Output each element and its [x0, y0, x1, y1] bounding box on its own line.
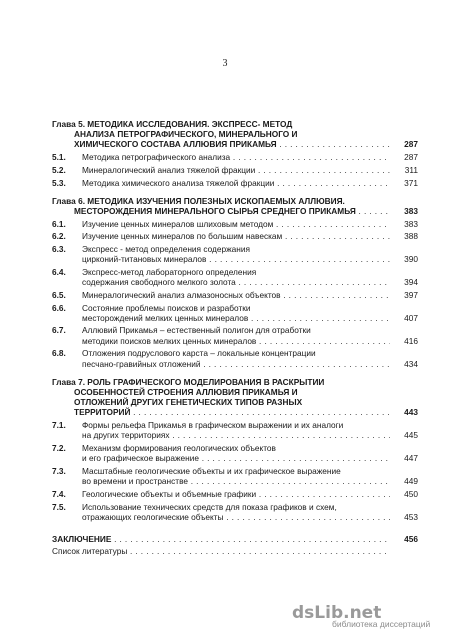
toc-entry-title-line: методики поисков мелких ценных минералов . . . — [82, 336, 390, 346]
toc-entry-page: 447 — [404, 453, 418, 464]
toc-entry-number: 7.2. — [52, 442, 66, 453]
toc-entry-title-line: Глава 7. РОЛЬ ГРАФИЧЕСКОГО МОДЕЛИРОВАНИЯ В РАСКРЫТИИ — [52, 376, 325, 387]
toc-entry-title-line: Использование технических средств для показа графиков и схем, — [82, 501, 337, 512]
toc-entry-title-line: цирконий-титановых минералов . . . — [82, 254, 390, 264]
toc-entry-page: 287 — [404, 139, 418, 150]
toc-entry-title-line: Формы рельефа Прикамья в графическом выражении и их аналоги — [82, 420, 344, 431]
toc-entry-title-line: Глава 5. МЕТОДИКА ИССЛЕДОВАНИЯ. ЭКСПРЕСС- МЕТОД — [52, 119, 293, 129]
toc-entry-number: 6.2. — [52, 231, 66, 242]
toc-entry — [52, 267, 418, 287]
toc-entry-number: 6.5. — [52, 289, 66, 300]
toc-entry-page: 450 — [404, 488, 418, 499]
toc-entry — [52, 546, 418, 556]
toc-entry-title-line: Аллювий Прикамья – естественный полигон для отработки — [82, 325, 311, 336]
toc-entry-number: 7.3. — [52, 465, 66, 476]
toc-entry-title-line: Геологические объекты и объемные графики . . . — [82, 489, 390, 499]
toc-entry — [52, 178, 418, 188]
toc-entry — [52, 489, 418, 499]
toc-entry-title-line: Список литературы . . . — [52, 546, 390, 556]
toc-entry-page: 388 — [404, 231, 418, 242]
toc-entry-page: 434 — [404, 358, 418, 369]
toc-entry-number: 5.3. — [52, 177, 66, 188]
toc-entry-page: 397 — [404, 289, 418, 300]
toc-entry-page: 445 — [404, 430, 418, 441]
page-number: 3 — [222, 58, 228, 69]
toc-entry-page: 371 — [404, 177, 418, 188]
toc-entry-title-line: Минералогический анализ тяжелой фракции . . . — [82, 165, 390, 175]
toc-entry-number: 6.4. — [52, 266, 66, 277]
toc-entry-title-line: ОСОБЕННОСТЕЙ СТРОЕНИЯ АЛЛЮВИЯ ПРИКАМЬЯ И — [74, 386, 298, 397]
toc-entry-page: 453 — [404, 511, 418, 522]
toc-entry-title-line: содержания свободного мелкого золота . . . — [82, 277, 390, 287]
toc-entry-title-line: Изучение ценных минералов по большим навескам . . . — [82, 231, 390, 241]
toc-entry-title-line: Методика химического анализа тяжелой фракции . . . — [82, 178, 390, 188]
toc-entry-title-line: Состояние проблемы поисков и разработки — [82, 302, 251, 313]
table-of-contents — [52, 111, 418, 556]
toc-entry-page: 394 — [404, 277, 418, 288]
toc-entry-title-line: песчано-гравийных отложений . . . — [82, 359, 390, 369]
toc-entry-title-line: на других территориях . . . — [82, 430, 390, 440]
toc-entry — [52, 443, 418, 463]
toc-entry-page: 416 — [404, 335, 418, 346]
toc-entry-number: 6.3. — [52, 244, 66, 255]
toc-entry-page: 449 — [404, 476, 418, 487]
toc-entry-title-line: АНАЛИЗА ПЕТРОГРАФИЧЕСКОГО, МИНЕРАЛЬНОГО И — [74, 129, 298, 140]
toc-entry-title-line: Изучение ценных минералов шлиховым методом . . . — [82, 219, 390, 229]
toc-chapter — [52, 196, 418, 216]
toc-entry-title-line: Методика петрографического анализа . . . — [82, 152, 390, 162]
toc-entry-number: 5.1. — [52, 152, 66, 163]
toc-entry-number: 6.6. — [52, 302, 66, 313]
toc-entry — [52, 534, 418, 544]
toc-entry — [52, 420, 418, 440]
toc-entry-page: 456 — [404, 533, 418, 544]
watermark — [292, 601, 448, 629]
toc-entry-title-line: МЕСТОРОЖДЕНИЯ МИНЕРАЛЬНОГО СЫРЬЯ СРЕДНЕГО ПРИКАМЬЯ . . . — [52, 206, 390, 216]
toc-entry-title-line: Глава 6. МЕТОДИКА ИЗУЧЕНИЯ ПОЛЕЗНЫХ ИСКОПАЕМЫХ АЛЛЮВИЯ. — [52, 195, 345, 206]
toc-entry-number: 7.4. — [52, 488, 66, 499]
toc-entry-number: 7.1. — [52, 420, 66, 431]
toc-entry-number: 7.5. — [52, 501, 66, 512]
toc-entry-number: 6.1. — [52, 218, 66, 229]
toc-entry-page: 383 — [404, 218, 418, 229]
toc-chapter — [52, 119, 418, 150]
toc-entry — [52, 466, 418, 486]
toc-entry-page: 390 — [404, 254, 418, 265]
toc-entry — [52, 325, 418, 345]
toc-entry — [52, 152, 418, 162]
toc-entry — [52, 231, 418, 241]
toc-entry-page: 311 — [404, 164, 418, 175]
toc-entry-title-line: месторождений мелких ценных минералов . . . — [82, 313, 390, 323]
toc-entry-title-line: Механизм формирования геологических объектов — [82, 442, 276, 453]
toc-entry-title-line: ХИМИЧЕСКОГО СОСТАВА АЛЛЮВИЯ ПРИКАМЬЯ . . . — [52, 139, 390, 149]
toc-entry-page: 443 — [404, 407, 418, 418]
toc-entry-title-line: Масштабные геологические объекты и их графическое выражение — [82, 465, 341, 476]
toc-entry — [52, 303, 418, 323]
toc-entry-title-line: во времени и пространстве . . . — [82, 476, 390, 486]
toc-entry — [52, 348, 418, 368]
toc-chapter — [52, 377, 418, 418]
toc-entry-page: 383 — [404, 205, 418, 216]
toc-entry — [52, 502, 418, 522]
toc-entry-title-line: Отложения подруслового карста – локальные концентрации — [82, 348, 316, 359]
toc-entry — [52, 219, 418, 229]
watermark-logo: dsLib.net — [292, 603, 382, 623]
toc-entry-number: 5.2. — [52, 164, 66, 175]
toc-entry-page: 407 — [404, 312, 418, 323]
watermark-subtitle: библиотека диссертаций — [332, 619, 431, 629]
toc-entry-number: 6.8. — [52, 348, 66, 359]
toc-entry-page: 287 — [404, 152, 418, 163]
toc-entry-title-line: ТЕРРИТОРИЙ . . . — [52, 407, 390, 417]
toc-entry-number: 6.7. — [52, 325, 66, 336]
toc-entry — [52, 244, 418, 264]
toc-entry-title-line: ОТЛОЖЕНИЙ ДРУГИХ ГЕНЕТИЧЕСКИХ ТИПОВ РАЗНЫХ — [74, 397, 303, 408]
toc-entry-title-line: Экспресс - метод определения содержания — [82, 244, 250, 255]
toc-entry-title-line: Минералогический анализ алмазоносных объектов . . . — [82, 290, 390, 300]
toc-entry-title-line: и его графическое выражение . . . — [82, 453, 390, 463]
toc-entry-title-line: Экспресс-метод лабораторного определения — [82, 266, 257, 277]
toc-entry-title-line: отражающих геологические объекты . . . — [82, 512, 390, 522]
toc-entry — [52, 290, 418, 300]
toc-entry-title-line: ЗАКЛЮЧЕНИЕ . . . — [52, 534, 390, 544]
toc-entry — [52, 165, 418, 175]
